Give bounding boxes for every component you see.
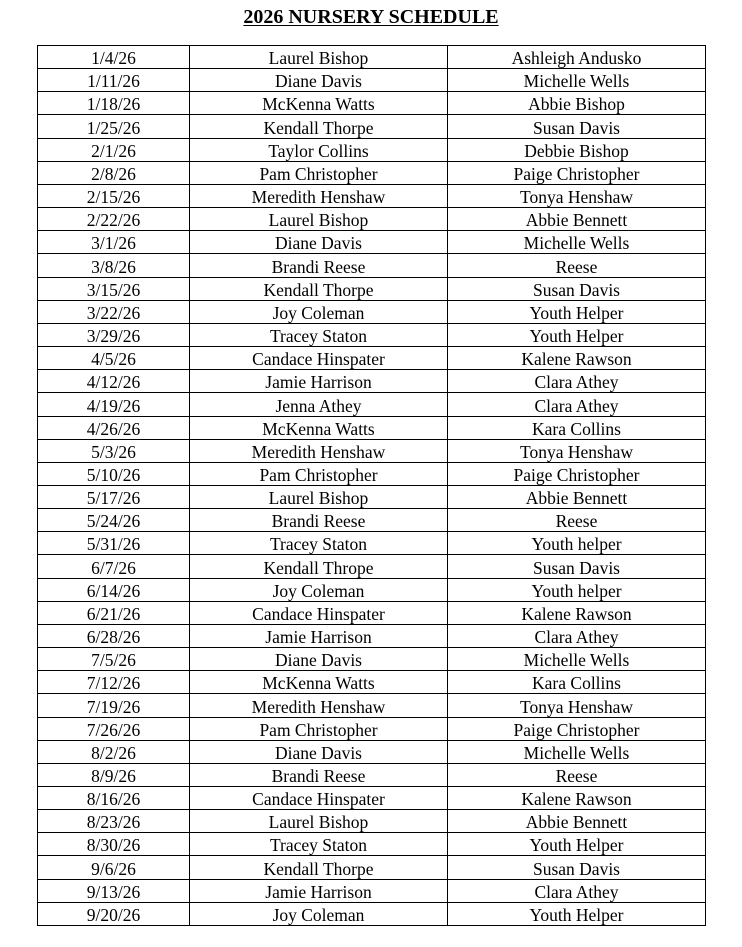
worker-two-cell: Clara Athey	[448, 879, 706, 902]
worker-one-cell: Meredith Henshaw	[190, 184, 448, 207]
date-cell: 8/9/26	[38, 763, 190, 786]
date-cell: 3/22/26	[38, 300, 190, 323]
table-row	[38, 648, 706, 671]
table-row	[38, 184, 706, 207]
date-cell: 8/16/26	[38, 787, 190, 810]
worker-two-cell: Youth helper	[448, 532, 706, 555]
table-row	[38, 115, 706, 138]
worker-one-cell: Laurel Bishop	[190, 485, 448, 508]
table-row	[38, 231, 706, 254]
table-row	[38, 138, 706, 161]
table-row	[38, 694, 706, 717]
table-row	[38, 509, 706, 532]
worker-one-cell: Taylor Collins	[190, 138, 448, 161]
worker-one-cell: McKenna Watts	[190, 671, 448, 694]
table-row	[38, 671, 706, 694]
worker-one-cell: Joy Coleman	[190, 578, 448, 601]
table-row	[38, 277, 706, 300]
date-cell: 3/29/26	[38, 323, 190, 346]
worker-one-cell: Laurel Bishop	[190, 810, 448, 833]
worker-one-cell: Diane Davis	[190, 740, 448, 763]
worker-one-cell: Pam Christopher	[190, 717, 448, 740]
table-row	[38, 161, 706, 184]
worker-two-cell: Abbie Bishop	[448, 92, 706, 115]
date-cell: 8/30/26	[38, 833, 190, 856]
table-row	[38, 92, 706, 115]
worker-two-cell: Susan Davis	[448, 555, 706, 578]
table-row	[38, 555, 706, 578]
date-cell: 5/24/26	[38, 509, 190, 532]
worker-two-cell: Kalene Rawson	[448, 601, 706, 624]
table-row	[38, 46, 706, 69]
date-cell: 1/11/26	[38, 69, 190, 92]
worker-two-cell: Tonya Henshaw	[448, 694, 706, 717]
schedule-table	[37, 45, 706, 926]
date-cell: 3/1/26	[38, 231, 190, 254]
worker-one-cell: Diane Davis	[190, 231, 448, 254]
worker-two-cell: Paige Christopher	[448, 161, 706, 184]
table-row	[38, 208, 706, 231]
worker-one-cell: Brandi Reese	[190, 509, 448, 532]
table-row	[38, 740, 706, 763]
date-cell: 7/12/26	[38, 671, 190, 694]
date-cell: 2/8/26	[38, 161, 190, 184]
date-cell: 7/19/26	[38, 694, 190, 717]
worker-two-cell: Michelle Wells	[448, 740, 706, 763]
worker-one-cell: Meredith Henshaw	[190, 694, 448, 717]
worker-two-cell: Susan Davis	[448, 115, 706, 138]
worker-one-cell: Jenna Athey	[190, 393, 448, 416]
date-cell: 8/23/26	[38, 810, 190, 833]
table-row	[38, 462, 706, 485]
worker-two-cell: Kalene Rawson	[448, 787, 706, 810]
date-cell: 4/5/26	[38, 347, 190, 370]
worker-two-cell: Kara Collins	[448, 671, 706, 694]
worker-two-cell: Kalene Rawson	[448, 347, 706, 370]
worker-one-cell: Brandi Reese	[190, 254, 448, 277]
worker-one-cell: Jamie Harrison	[190, 879, 448, 902]
date-cell: 5/31/26	[38, 532, 190, 555]
table-row	[38, 787, 706, 810]
worker-two-cell: Kara Collins	[448, 416, 706, 439]
worker-two-cell: Clara Athey	[448, 393, 706, 416]
worker-one-cell: Jamie Harrison	[190, 370, 448, 393]
table-row	[38, 485, 706, 508]
worker-one-cell: Laurel Bishop	[190, 208, 448, 231]
worker-one-cell: Jamie Harrison	[190, 624, 448, 647]
worker-two-cell: Abbie Bennett	[448, 810, 706, 833]
worker-two-cell: Michelle Wells	[448, 231, 706, 254]
worker-two-cell: Michelle Wells	[448, 648, 706, 671]
worker-one-cell: McKenna Watts	[190, 92, 448, 115]
worker-one-cell: Diane Davis	[190, 69, 448, 92]
table-row	[38, 902, 706, 925]
worker-two-cell: Debbie Bishop	[448, 138, 706, 161]
worker-one-cell: Candace Hinspater	[190, 347, 448, 370]
table-row	[38, 763, 706, 786]
table-row	[38, 856, 706, 879]
worker-two-cell: Reese	[448, 509, 706, 532]
worker-one-cell: Candace Hinspater	[190, 601, 448, 624]
worker-one-cell: Kendall Thorpe	[190, 115, 448, 138]
schedule-table-body	[38, 46, 706, 926]
date-cell: 5/3/26	[38, 439, 190, 462]
worker-one-cell: Brandi Reese	[190, 763, 448, 786]
date-cell: 7/26/26	[38, 717, 190, 740]
table-row	[38, 578, 706, 601]
worker-one-cell: Kendall Thorpe	[190, 277, 448, 300]
worker-two-cell: Reese	[448, 763, 706, 786]
table-row	[38, 717, 706, 740]
worker-two-cell: Youth Helper	[448, 323, 706, 346]
table-row	[38, 601, 706, 624]
worker-two-cell: Youth Helper	[448, 902, 706, 925]
table-row	[38, 347, 706, 370]
date-cell: 7/5/26	[38, 648, 190, 671]
worker-two-cell: Paige Christopher	[448, 462, 706, 485]
worker-two-cell: Michelle Wells	[448, 69, 706, 92]
table-row	[38, 323, 706, 346]
worker-one-cell: Joy Coleman	[190, 902, 448, 925]
date-cell: 9/20/26	[38, 902, 190, 925]
table-row	[38, 624, 706, 647]
worker-one-cell: Tracey Staton	[190, 833, 448, 856]
date-cell: 5/10/26	[38, 462, 190, 485]
table-row	[38, 393, 706, 416]
page-title: 2026 NURSERY SCHEDULE	[243, 6, 499, 28]
worker-one-cell: Kendall Thrope	[190, 555, 448, 578]
date-cell: 6/14/26	[38, 578, 190, 601]
worker-two-cell: Abbie Bennett	[448, 485, 706, 508]
table-row	[38, 439, 706, 462]
worker-two-cell: Paige Christopher	[448, 717, 706, 740]
worker-one-cell: Tracey Staton	[190, 532, 448, 555]
worker-two-cell: Ashleigh Andusko	[448, 46, 706, 69]
worker-two-cell: Abbie Bennett	[448, 208, 706, 231]
worker-two-cell: Youth Helper	[448, 300, 706, 323]
worker-two-cell: Susan Davis	[448, 277, 706, 300]
worker-one-cell: Candace Hinspater	[190, 787, 448, 810]
date-cell: 4/19/26	[38, 393, 190, 416]
date-cell: 4/26/26	[38, 416, 190, 439]
worker-two-cell: Youth helper	[448, 578, 706, 601]
table-row	[38, 254, 706, 277]
date-cell: 4/12/26	[38, 370, 190, 393]
worker-one-cell: Joy Coleman	[190, 300, 448, 323]
date-cell: 1/4/26	[38, 46, 190, 69]
worker-one-cell: McKenna Watts	[190, 416, 448, 439]
date-cell: 8/2/26	[38, 740, 190, 763]
date-cell: 9/6/26	[38, 856, 190, 879]
date-cell: 2/15/26	[38, 184, 190, 207]
worker-one-cell: Tracey Staton	[190, 323, 448, 346]
worker-one-cell: Laurel Bishop	[190, 46, 448, 69]
worker-two-cell: Clara Athey	[448, 624, 706, 647]
date-cell: 6/28/26	[38, 624, 190, 647]
worker-one-cell: Pam Christopher	[190, 462, 448, 485]
worker-two-cell: Susan Davis	[448, 856, 706, 879]
date-cell: 3/8/26	[38, 254, 190, 277]
worker-one-cell: Pam Christopher	[190, 161, 448, 184]
table-row	[38, 69, 706, 92]
worker-two-cell: Tonya Henshaw	[448, 184, 706, 207]
worker-two-cell: Clara Athey	[448, 370, 706, 393]
table-row	[38, 833, 706, 856]
worker-one-cell: Kendall Thorpe	[190, 856, 448, 879]
date-cell: 5/17/26	[38, 485, 190, 508]
date-cell: 2/1/26	[38, 138, 190, 161]
date-cell: 3/15/26	[38, 277, 190, 300]
worker-two-cell: Youth Helper	[448, 833, 706, 856]
table-row	[38, 879, 706, 902]
worker-one-cell: Diane Davis	[190, 648, 448, 671]
table-row	[38, 810, 706, 833]
table-row	[38, 416, 706, 439]
date-cell: 9/13/26	[38, 879, 190, 902]
worker-two-cell: Tonya Henshaw	[448, 439, 706, 462]
date-cell: 1/18/26	[38, 92, 190, 115]
table-row	[38, 370, 706, 393]
table-row	[38, 300, 706, 323]
date-cell: 2/22/26	[38, 208, 190, 231]
date-cell: 1/25/26	[38, 115, 190, 138]
table-row	[38, 532, 706, 555]
date-cell: 6/7/26	[38, 555, 190, 578]
worker-two-cell: Reese	[448, 254, 706, 277]
worker-one-cell: Meredith Henshaw	[190, 439, 448, 462]
date-cell: 6/21/26	[38, 601, 190, 624]
